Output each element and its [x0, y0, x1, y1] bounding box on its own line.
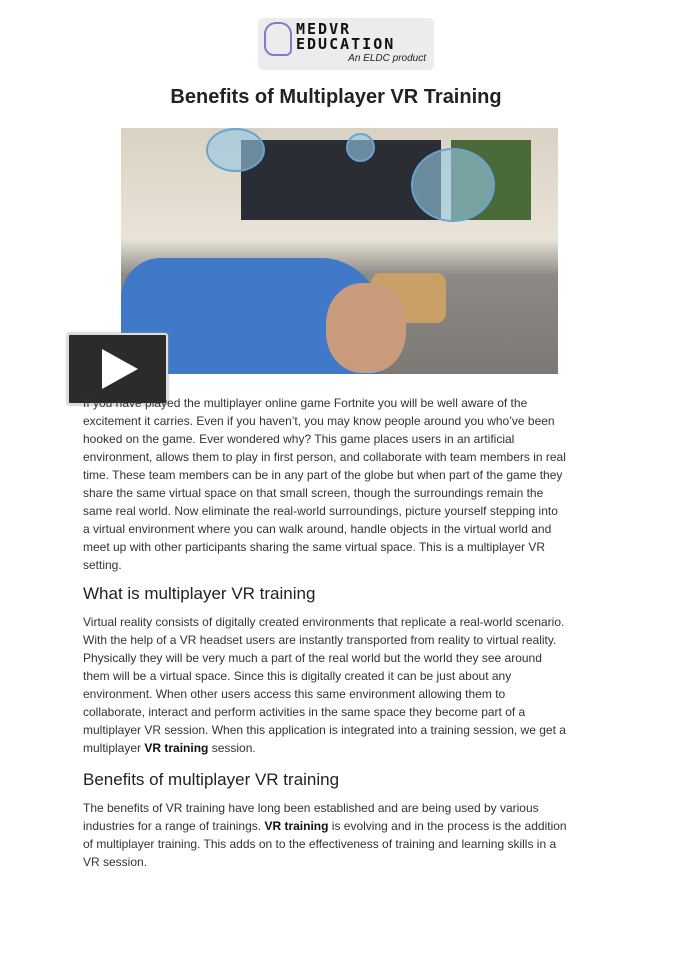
- text-line: time. These team members can be in any part of the globe but when part of the game they: [83, 468, 563, 482]
- section2-paragraph: [83, 799, 567, 871]
- bold-link-vr-training: VR training: [144, 741, 209, 755]
- text-line: Virtual reality consists of digitally created environments that replicate a real-world scenario.: [83, 615, 565, 629]
- text-line: collaborate, interact and perform activities in the same space they become part of a: [83, 705, 526, 719]
- text-line: share the same virtual space on that small screen, though the surroundings remain the: [83, 486, 544, 500]
- play-icon: [102, 349, 138, 389]
- vr-training-video-thumbnail[interactable]: [121, 128, 558, 374]
- text-line: With the help of a VR headset users are instantly transported from reality to virtual reality.: [83, 633, 557, 647]
- text: multiplayer: [83, 741, 145, 755]
- medvr-logo: [258, 18, 434, 70]
- text: session.: [208, 741, 256, 755]
- text-line: Physically they will be very much a part of the real world but the world they see around: [83, 651, 542, 665]
- logo-tagline: An ELDC product: [348, 53, 426, 64]
- text-line: If you have played the multiplayer online game Fortnite you will be well aware of the: [83, 396, 528, 410]
- text-line: hooked on the game. Ever wondered why? This game places users in an artificial: [83, 432, 515, 446]
- page-title: Benefits of Multiplayer VR Training: [170, 86, 502, 108]
- section-heading-benefits: Benefits of multiplayer VR training: [83, 770, 340, 789]
- vr-head-icon: [264, 22, 292, 56]
- section-heading-what-is: What is multiplayer VR training: [83, 584, 316, 603]
- text-line: environment. When other users access this same environment allowing them to: [83, 687, 506, 701]
- text-line: multiplayer VR session. When this application is integrated into a training session, we get a: [83, 723, 566, 737]
- text-line: environment, allows them to play in first person, and collaborate with team members in real: [83, 450, 566, 464]
- text-line: The benefits of VR training have long been established and are being used by various: [83, 801, 539, 815]
- text-line: them will be a virtual space. Since this is digitally created it can be just about any: [83, 669, 512, 683]
- text-line: excitement it carries. Even if you haven’t, you may know people around you who’ve been: [83, 414, 555, 428]
- text-line: setting.: [83, 558, 122, 572]
- text-line: same real world. Now eliminate the real-world surroundings, picture yourself stepping into: [83, 504, 558, 518]
- section1-paragraph: [83, 613, 566, 757]
- text-line: meet up with other participants sharing the same virtual space. This is a multiplayer VR: [83, 540, 545, 554]
- text-line: of multiplayer training. This adds on to the effectiveness of training and learning skills in a: [83, 837, 557, 851]
- text: industries for a range of trainings.: [83, 819, 265, 833]
- bold-vr-training: VR training: [264, 819, 329, 833]
- logo-line1: MEDVR: [296, 20, 352, 38]
- logo-line2: EDUCATION: [296, 35, 396, 53]
- text: is evolving and in the process is the addition: [328, 819, 567, 833]
- text-line: a virtual environment where you can walk around, handle objects in the virtual world and: [83, 522, 552, 536]
- intro-paragraph: [83, 394, 566, 574]
- text-line: VR session.: [83, 855, 148, 869]
